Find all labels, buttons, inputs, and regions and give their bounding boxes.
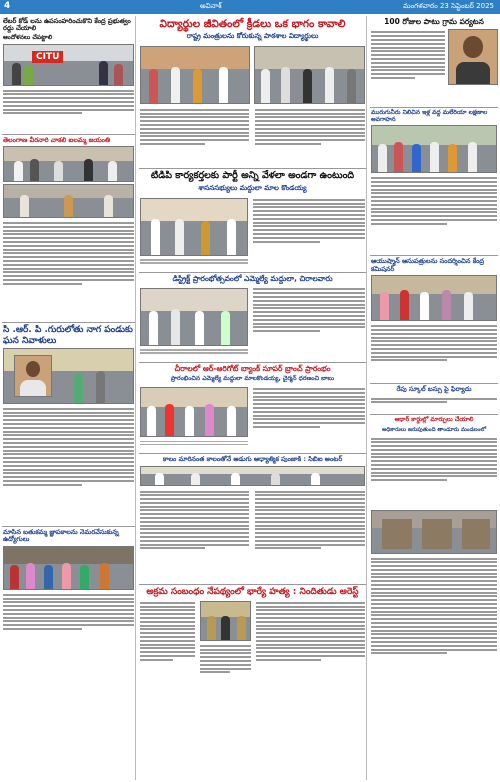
left-story4-body [3,592,134,652]
right-story4-headline: రేపు స్కూల్ బస్సు పై ఫిర్యాదు [396,385,472,394]
spiritual-event-photo [140,466,365,486]
mid-story5-headline: కాలం మారినంత కాలంతోనే అడుగు ఆధ్యాత్మిక పుంజాకి : సిబిఐ అంటర్ [162,455,343,464]
issue-date: మంగళవారం 23 సెప్టెంబర్ 2025 [403,2,494,10]
left-story1-body [3,88,134,132]
mid-story2-headline: టిడిపి కార్యకర్తలకు పార్టీ అన్ని వేళలా అండగా ఉంటుంది [150,170,355,182]
right-story2-body [371,175,497,253]
aadhaar-center-photo [371,510,497,554]
right-story3-headline: ఆయుష్మాన్ ఆసుపత్రులను సందర్శించిన కేంద్ర కమిషనర్ [371,257,484,273]
right-story2-headline: మురుగునీరు నిలిచిన ఇళ్ల వద్ద మలేరియా లక్షణాల అవగాహన [371,108,488,123]
left-column [2,16,136,780]
inauguration-caption [140,348,248,358]
mid-top-body-b [255,107,365,165]
right-story5-sub: అధికారులు జరుపుతుంది తాండూరు మండలంలో [382,426,486,433]
mid-story6-headline: అక్రమ సంబంధం నేపథ్యంలో భార్యే హత్య : నిందితుడు అరెస్ట్ [146,586,359,597]
right-story5-body [371,436,497,508]
mid-story4-sub: ప్రారంభించిన ఎమ్మెల్యే మద్దులా మాలకొండయ్య, చైర్మన్ ధరణంచి బాబు [170,375,335,383]
right-story1-headline: 100 రోజుల పాటు గ్రామ పర్యటన [384,17,484,26]
left-story2-body [3,220,134,320]
mid-story3-headline: డిస్ట్రిక్ట్ ప్రారంభోత్సవంలో ఎమ్మెల్యే మద్దులా, చిరాలవారు [172,273,333,283]
right-story4-body [371,396,497,412]
mid-story6-body-c [256,600,365,690]
mid-story4-body [253,386,365,448]
mid-story5-body-a [140,489,249,581]
mid-story6-body-b [200,643,251,689]
middle-column [139,16,367,780]
officer-portrait [448,29,498,85]
mid-top-headline: విద్యార్థుల జీవితంలో క్రీడలు ఒక భాగం కావాలి [159,18,346,30]
mid-story4-headline: చీరాలలో ఆర్-ఆరిగోట్ బ్యాంక్ సూపర్ బ్రాంచ్ ప్రారంభం [174,363,331,373]
left-story1-sub: ఆందోళనలు చేపట్టాలి [3,33,53,41]
citu-banner: CITU [32,51,63,63]
citu-rally-photo [3,44,134,86]
aillamma-event-photo [3,146,134,182]
paper-name: అవినాశ్ [200,2,222,10]
ayushman-visit-photo [371,275,497,321]
right-story3-body [371,323,497,381]
ministers-photo [254,46,366,104]
left-story4-headline: మాసిన బతుకమ్మ జ్ఞాపకాలను నెమరవేసుకున్న ఉద్యోగులు [3,527,119,544]
right-story1-body [371,30,445,104]
bank-opening-photo [140,387,248,437]
masthead-bar [0,0,500,14]
right-story5-headline: ఆధార్ కార్డుల్లో మార్పులు చేయాలి [394,415,474,423]
mid-story3-body [253,287,365,357]
inauguration-photo [140,288,248,346]
left-story3-body [3,406,134,524]
malaria-awareness-photo [371,125,497,173]
left-story3-headline: సి .ఆర్. పి .గురులోతు నాగ పండుకు ఘన నివాళులు [3,325,133,346]
students-sports-photo [140,46,250,104]
mid-story2-sub: శాసనసభ్యులు మద్దులా మాల కొండయ్య [198,183,307,192]
tdp-photo-caption [140,258,248,268]
aillamma-garland-photo [3,184,134,218]
page-number: 4 [4,1,11,11]
mid-story5-body-b [255,489,365,581]
mid-story2-body [253,197,365,267]
left-story1-headline: లేబర్ కోడ్ లను ఉపసంహరించుకొని కేంద్ర ప్రభుత్వం రద్దు చేయాలి [3,17,131,33]
tdp-meeting-photo [140,198,248,256]
bank-photo-caption [140,439,248,449]
right-column [370,16,498,780]
tribute-photo [3,348,134,404]
right-story5-body-b [371,556,497,706]
left-story2-headline: తెలంగాణ వీరనారి చాకలి ఐలమ్మ జయంతి [3,135,111,144]
mid-top-body-a [140,107,249,165]
bathukamma-photo [3,546,134,590]
police-arrest-photo [200,601,251,641]
mid-story6-body-a [140,600,195,690]
mid-top-sub: రాష్ట్ర మంత్రులను కోరుకున్న పాఠశాల విద్యార్థులు [186,32,319,41]
